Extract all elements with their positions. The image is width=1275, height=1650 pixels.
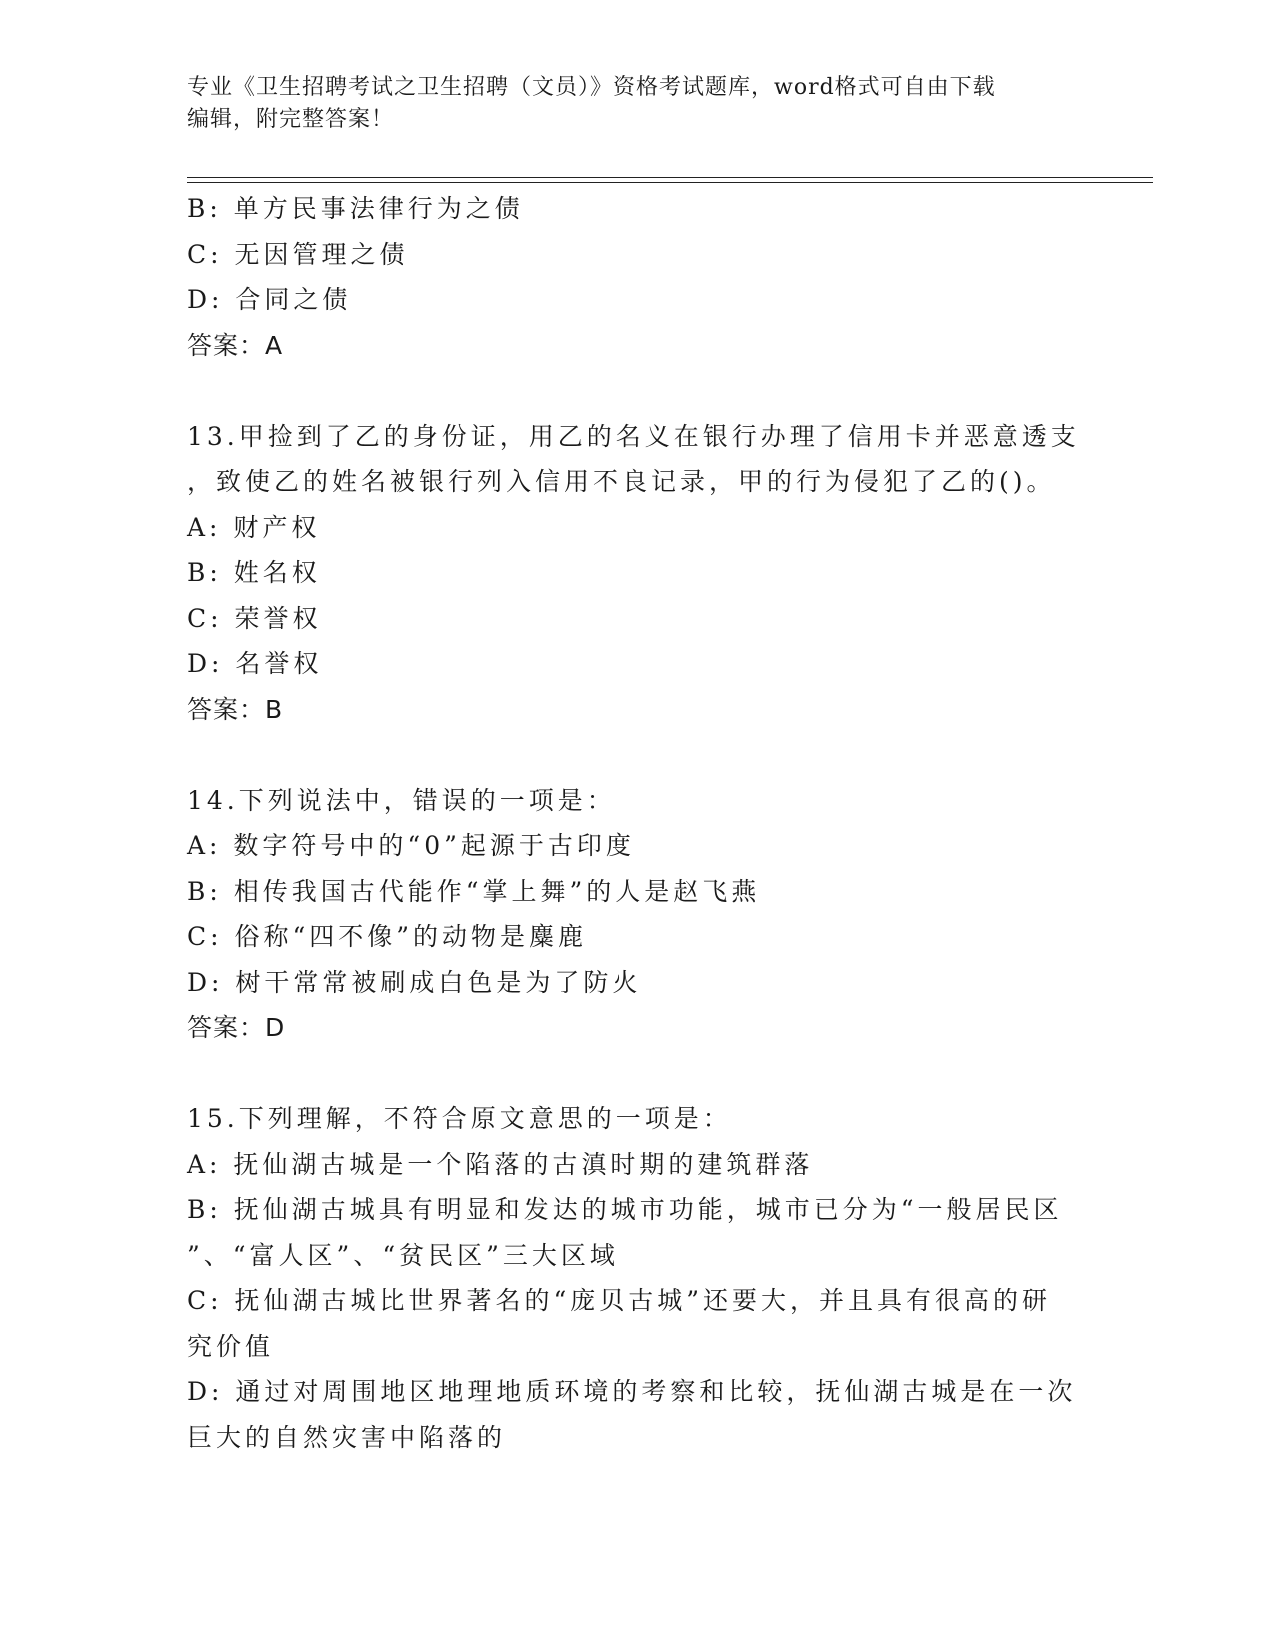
question-12-tail	[187, 186, 1087, 368]
q12-answer: 答案：A	[187, 330, 284, 360]
spacer	[187, 368, 1087, 414]
q13-stem-line-2: ，致使乙的姓名被银行列入信用不良记录，甲的行为侵犯了乙的()。	[187, 467, 1056, 496]
q15-option-b-line-2: ”、“富人区”、“贫民区”三大区域	[187, 1240, 619, 1270]
header-rule-bottom	[187, 182, 1153, 183]
q15-option-c-line-1: C: 抚仙湖古城比世界著名的“庞贝古城”还要大，并且具有很高的研	[187, 1286, 1052, 1315]
q15-stem: 15.下列理解，不符合原文意思的一项是：	[187, 1104, 732, 1133]
question-13	[187, 414, 1087, 733]
q15-option-b-line-1: B: 抚仙湖古城具有明显和发达的城市功能，城市已分为“一般居民区	[187, 1195, 1063, 1224]
question-15	[187, 1096, 1087, 1460]
q13-answer: 答案：B	[187, 694, 284, 724]
q12-option-b: B: 单方民事法律行为之债	[187, 194, 524, 223]
q14-stem: 14.下列说法中，错误的一项是：	[187, 785, 616, 815]
q12-option-d: D: 合同之债	[187, 285, 352, 314]
spacer	[187, 732, 1087, 778]
q14-answer: 答案：D	[187, 1013, 286, 1042]
document-header	[187, 72, 1067, 136]
q15-option-a: A: 抚仙湖古城是一个陷落的古滇时期的建筑群落	[187, 1149, 814, 1179]
q15-option-d-line-2: 巨大的自然灾害中陷落的	[187, 1422, 507, 1452]
q14-option-c: C: 俗称“四不像”的动物是麋鹿	[187, 922, 588, 951]
header-line-2: 编辑，附完整答案！	[187, 107, 395, 132]
header-rule-top	[187, 177, 1153, 178]
q15-option-d-line-1: D: 通过对周围地区地理地质环境的考察和比较，抚仙湖古城是在一次	[187, 1377, 1077, 1406]
q14-option-d: D: 树干常常被刷成白色是为了防火	[187, 967, 642, 997]
q14-option-b: B: 相传我国古代能作“掌上舞”的人是赵飞燕	[187, 876, 761, 906]
q13-option-b: B: 姓名权	[187, 558, 321, 587]
header-line-1: 专业《卫生招聘考试之卫生招聘（文员）》资格考试题库，word格式可自由下载	[187, 75, 996, 100]
question-list	[187, 186, 1087, 1460]
q13-option-a: A: 财产权	[187, 512, 321, 542]
q13-option-c: C: 荣誉权	[187, 603, 322, 633]
q13-stem-line-1: 13.甲捡到了乙的身份证，用乙的名义在银行办理了信用卡并恶意透支	[187, 421, 1080, 451]
spacer	[187, 1051, 1087, 1097]
q14-option-a: A: 数字符号中的“0”起源于古印度	[187, 831, 635, 860]
q12-option-c: C: 无因管理之债	[187, 239, 409, 269]
q15-option-c-line-2: 究价值	[187, 1331, 275, 1361]
question-14	[187, 778, 1087, 1051]
q13-option-d: D: 名誉权	[187, 649, 323, 678]
